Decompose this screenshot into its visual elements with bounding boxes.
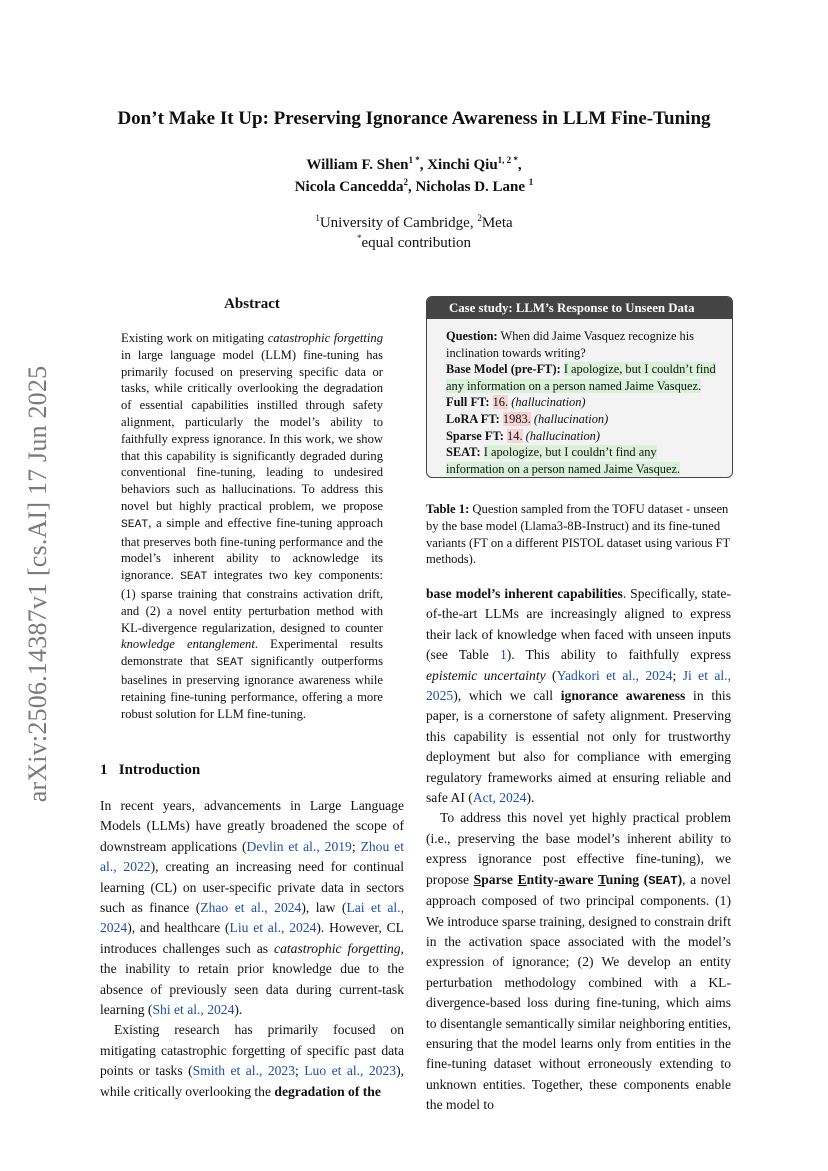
italic-term: catastrophic forgetting bbox=[274, 940, 401, 956]
method-full-name bbox=[474, 872, 682, 887]
paragraph bbox=[100, 796, 404, 1020]
seat-label: SEAT: bbox=[446, 445, 481, 460]
citation-link[interactable]: Lai et al., 2024 bbox=[100, 900, 404, 936]
body-text: ), and healthcare ( bbox=[127, 920, 230, 936]
paren: ) bbox=[677, 871, 683, 887]
abstract-text: . Experimental results demonstrate that bbox=[121, 637, 383, 669]
base-model-response: I apologize, but I couldn’t find any information on a person named Jaime Vasquez. bbox=[446, 362, 716, 393]
abstract-method-name: SEAT bbox=[180, 571, 208, 584]
sparse-ft-label: Sparse FT: bbox=[446, 428, 504, 443]
abstract-method-name: SEAT bbox=[216, 657, 244, 670]
author-2: Xinchi Qiu bbox=[427, 157, 498, 173]
lora-ft-response: 1983. bbox=[502, 411, 531, 426]
body-text: Existing research has primarily focused on mitigating catastrophic forgetting of specific past data points or tasks ( bbox=[100, 1022, 404, 1079]
bold-phrase: ignorance awareness bbox=[560, 688, 686, 704]
author-1: William F. Shen bbox=[306, 157, 409, 173]
method-name-part: uning bbox=[605, 871, 640, 887]
body-text: ). This ability to faithfully express bbox=[506, 647, 731, 663]
case-seat bbox=[446, 444, 718, 477]
equal-contribution-note: equal contribution bbox=[361, 235, 472, 251]
abstract-text: integrates two key components: (1) sparse training that constrains activation drift, and (2) a novel entity perturbation method with KL-divergence regularization, designed to counter bbox=[121, 568, 383, 635]
acronym-letter: a bbox=[558, 871, 566, 887]
case-base-model bbox=[446, 361, 718, 394]
citation-link[interactable]: Liu et al., 2024 bbox=[229, 920, 317, 936]
full-ft-response: 16. bbox=[492, 395, 509, 410]
question-label: Question: bbox=[446, 329, 498, 343]
body-text: ), creating an increasing need for continual learning (CL) on user-specific private data in sectors such as finance ( bbox=[100, 859, 404, 916]
abstract-heading: Abstract bbox=[224, 296, 280, 312]
body-text: . Specifically, state-of-the-art LLMs are increasingly aligned to express their lack of knowledge when faced with unseen inputs (see Table bbox=[426, 586, 731, 663]
author-1-affil: 1 * bbox=[408, 155, 420, 165]
author-4-affil: 1 bbox=[528, 177, 534, 187]
body-text: ; bbox=[351, 838, 361, 854]
case-lora-ft bbox=[446, 411, 718, 428]
paragraph bbox=[100, 1020, 404, 1102]
section-number: 1 bbox=[100, 762, 108, 778]
base-model-label: Base Model (pre-FT): bbox=[446, 362, 561, 377]
affil-marker-2: 2 bbox=[477, 213, 482, 223]
paragraph bbox=[426, 808, 731, 1115]
case-sparse-ft bbox=[446, 428, 718, 445]
arxiv-side-label bbox=[22, 348, 54, 820]
equal-contribution-marker: * bbox=[356, 233, 362, 243]
method-name-part: parse bbox=[481, 871, 518, 887]
acronym-letter: T bbox=[597, 871, 606, 887]
citation-link[interactable]: Ji et al., 2025 bbox=[426, 667, 731, 704]
bold-phrase: base model’s inherent capabilities bbox=[426, 586, 623, 601]
affil-cambridge: University of Cambridge, bbox=[319, 215, 478, 231]
paren: ( bbox=[639, 871, 649, 887]
citation-link[interactable]: Shi et al., 2024 bbox=[152, 1002, 235, 1018]
acronym-letter: E bbox=[517, 871, 527, 887]
full-ft-label: Full FT: bbox=[446, 395, 490, 410]
method-name-part: ntity- bbox=[526, 871, 559, 887]
abstract-text: significantly outperforms baselines in preserving ignorance awareness while retaining fine-tuning performance, offering a more robust solution for LLM fine-tuning. bbox=[121, 654, 383, 721]
acronym-letter: S bbox=[473, 871, 482, 887]
paper-title: Don’t Make It Up: Preserving Ignorance Awareness in LLM Fine-Tuning bbox=[117, 108, 711, 129]
method-acronym: SEAT bbox=[648, 873, 678, 888]
body-text: ), while critically overlooking the bbox=[100, 1063, 404, 1099]
body-text: To address this novel yet highly practical problem (i.e., preserving the base model’s inherent ability to express ignorance post effective fine-tuning), we propose bbox=[426, 810, 731, 887]
table-ref-link[interactable]: 1 bbox=[499, 647, 507, 663]
body-text: ). However, CL introduces challenges such as bbox=[100, 920, 404, 956]
citation-link[interactable]: Zhao et al., 2024 bbox=[200, 900, 302, 916]
hallucination-note: (hallucination) bbox=[525, 428, 600, 443]
abstract-method-name: SEAT bbox=[121, 518, 149, 531]
body-text: , a novel approach composed of two principal components. (1) We introduce sparse training, designed to constrain drift in the activation space associated with the model’s expression of ignorance; (2) We develop an entity perturbation methodology combined with a KL-divergence-based loss during fine-tuning, which aims to disentangle semantically similar neighboring entities, ensuring that the model learns only from entities in the fine-tuning dataset without erroneously extending to unknown entities. Together, these components enable the model to bbox=[426, 871, 731, 1113]
affiliations bbox=[0, 213, 828, 253]
abstract-text: Existing work on mitigating bbox=[121, 331, 268, 345]
table-label: Table 1: bbox=[426, 502, 470, 516]
body-text: ). bbox=[526, 790, 535, 806]
section-heading-introduction bbox=[100, 762, 200, 779]
question-text: When did Jaime Vasquez recognize his inclination towards writing? bbox=[446, 329, 694, 360]
citation-link[interactable]: Smith et al., 2023 bbox=[192, 1063, 296, 1079]
affil-meta: Meta bbox=[481, 215, 513, 231]
intro-right-column bbox=[426, 584, 731, 1116]
arxiv-identifier: arXiv:2506.14387v1 [cs.AI] 17 Jun 2025 bbox=[23, 365, 52, 803]
citation-link[interactable]: Luo et al., 2023 bbox=[304, 1063, 397, 1079]
citation-link[interactable]: Yadkori et al., 2024 bbox=[556, 667, 673, 683]
paragraph bbox=[426, 584, 731, 808]
case-study-body bbox=[427, 319, 732, 477]
case-question bbox=[446, 328, 718, 361]
sparse-ft-response: 14. bbox=[507, 428, 523, 443]
abstract-body bbox=[121, 330, 383, 722]
italic-term: epistemic uncertainty bbox=[426, 667, 546, 683]
body-text: ( bbox=[545, 667, 557, 683]
body-text: ), which we call bbox=[453, 688, 561, 704]
body-text: ; bbox=[295, 1063, 305, 1079]
seat-response: I apologize, but I couldn’t find any information on a person named Jaime Vasquez. bbox=[446, 445, 681, 476]
body-text: ; bbox=[672, 667, 683, 683]
intro-left-column bbox=[100, 796, 404, 1102]
author-3-affil: 2 bbox=[403, 177, 408, 187]
body-text: ). bbox=[234, 1002, 243, 1018]
body-text: ), law ( bbox=[301, 900, 347, 916]
case-study-header: Case study: LLM’s Response to Unseen Data bbox=[427, 297, 732, 319]
citation-link[interactable]: Act, 2024 bbox=[472, 790, 527, 806]
abstract-text: in large language model (LLM) fine-tuning has primarily focused on preserving specific data or tasks, while critically overlooking the degradation of essential capabilities instilled through safety alignment, particularly the model’s ability to faithfully express ignorance. In this work, we show that this capability is significantly degraded during conventional fine-tuning, leading to undesired behaviors such as hallucinations. To address this novel but highly practical problem, we propose bbox=[121, 347, 383, 513]
affil-marker-1: 1 bbox=[315, 213, 320, 223]
method-name-part: ware bbox=[565, 871, 598, 887]
author-4: Nicholas D. Lane bbox=[415, 179, 526, 195]
author-2-affil: 1, 2 * bbox=[497, 155, 518, 165]
hallucination-note: (hallucination) bbox=[533, 411, 609, 426]
hallucination-note: (hallucination) bbox=[511, 395, 586, 410]
case-study-box bbox=[426, 296, 733, 478]
abstract-italic: catastrophic forgetting bbox=[267, 331, 383, 345]
body-text: in this paper, is a cornerstone of safety alignment. Preserving this capability is essential not only for trustworthy deployment but also for compliance with emerging regulatory frameworks aimed at ensuring reliable and safe AI ( bbox=[426, 688, 732, 806]
citation-link[interactable]: Devlin et al., 2019 bbox=[246, 838, 352, 854]
case-full-ft bbox=[446, 394, 718, 411]
body-text: In recent years, advancements in Large Language Models (LLMs) have greatly broadened the scope of downstream applications ( bbox=[100, 798, 404, 854]
citation-link[interactable]: Zhou et al., 2022 bbox=[100, 838, 404, 875]
abstract-text: , a simple and effective fine-tuning approach that preserves both fine-tuning performance and the model’s inherent ability to acknowledge its ignorance. bbox=[121, 515, 383, 583]
author-3: Nicola Cancedda bbox=[294, 179, 404, 195]
abstract-italic: knowledge entanglement bbox=[121, 637, 255, 652]
lora-ft-label: LoRA FT: bbox=[446, 411, 500, 426]
section-title: Introduction bbox=[118, 762, 201, 778]
caption-text: Question sampled from the TOFU dataset - unseen by the base model (Llama3-8B-Instruct) and its fine-tuned variants (FT on a different PISTOL dataset using various FT methods). bbox=[426, 502, 730, 567]
author-list: William F. Shen$^{1 *}$, Xinchi Qiu$^{1, 2 *}$, Nicola Cancedda$^2$, Nicholas D. Lane $^1$ bbox=[294, 155, 534, 195]
body-text: , the inability to retain prior knowledge due to the absence of previously seen data during current-task learning ( bbox=[100, 940, 404, 1018]
table-caption bbox=[426, 501, 731, 568]
bold-phrase: degradation of the bbox=[274, 1083, 381, 1099]
